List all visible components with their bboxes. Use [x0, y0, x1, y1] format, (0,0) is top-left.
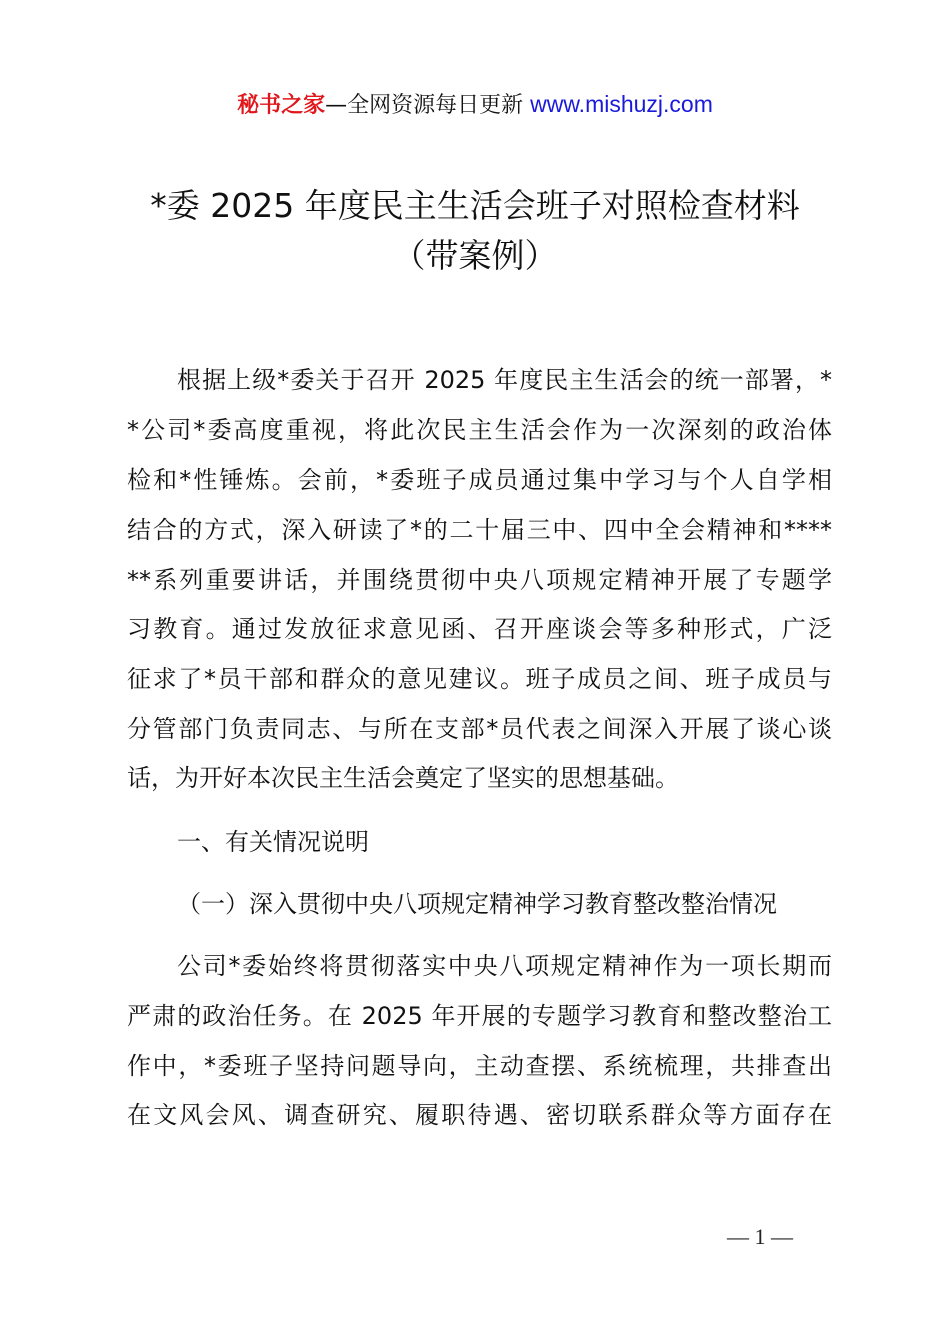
paragraph-line: 作中，*委班子坚持问题导向，主动查摆、系统梳理，共排查出	[127, 1052, 832, 1080]
paragraph-line: 检和*性锤炼。会前，*委班子成员通过集中学习与个人自学相	[127, 466, 832, 494]
paragraph-line: 在文风会风、调查研究、履职待遇、密切联系群众等方面存在	[127, 1101, 832, 1129]
paragraph-line: 根据上级*委关于召开 2025 年度民主生活会的统一部署，*	[177, 366, 832, 394]
paragraph-line: *公司*委高度重视，将此次民主生活会作为一次深刻的政治体	[127, 416, 832, 444]
paragraph-line: 结合的方式，深入研读了*的二十届三中、四中全会精神和****	[127, 516, 832, 544]
subsection-heading: （一）深入贯彻中央八项规定精神学习教育整改整治情况	[177, 890, 777, 918]
paragraph-line: 公司*委始终将贯彻落实中央八项规定精神作为一项长期而	[177, 952, 832, 980]
paragraph-line: 征求了*员干部和群众的意见建议。班子成员之间、班子成员与	[127, 665, 832, 693]
document-title: *委 2025 年度民主生活会班子对照检查材料	[150, 186, 800, 225]
brand-name: 秘书之家	[237, 93, 326, 118]
paragraph-line: 话，为开好本次民主生活会奠定了坚实的思想基础。	[127, 764, 679, 792]
paragraph-line: 严肃的政治任务。在 2025 年开展的专题学习教育和整改整治工	[127, 1002, 832, 1030]
paragraph-line: **系列重要讲话，并围绕贯彻中央八项规定精神开展了专题学	[127, 566, 832, 594]
page-number: — 1 —	[727, 1224, 793, 1249]
banner-slogan: —全网资源每日更新	[325, 93, 524, 118]
paragraph-line: 习教育。通过发放征求意见函、召开座谈会等多种形式，广泛	[127, 615, 832, 643]
site-banner	[0, 88, 950, 122]
section-heading: 一、有关情况说明	[177, 828, 369, 856]
document-subtitle: （带案例）	[392, 236, 558, 275]
paragraph-line: 分管部门负责同志、与所在支部*员代表之间深入开展了谈心谈	[127, 715, 832, 743]
site-url-link[interactable]: www.mishuzj.com	[530, 91, 713, 117]
